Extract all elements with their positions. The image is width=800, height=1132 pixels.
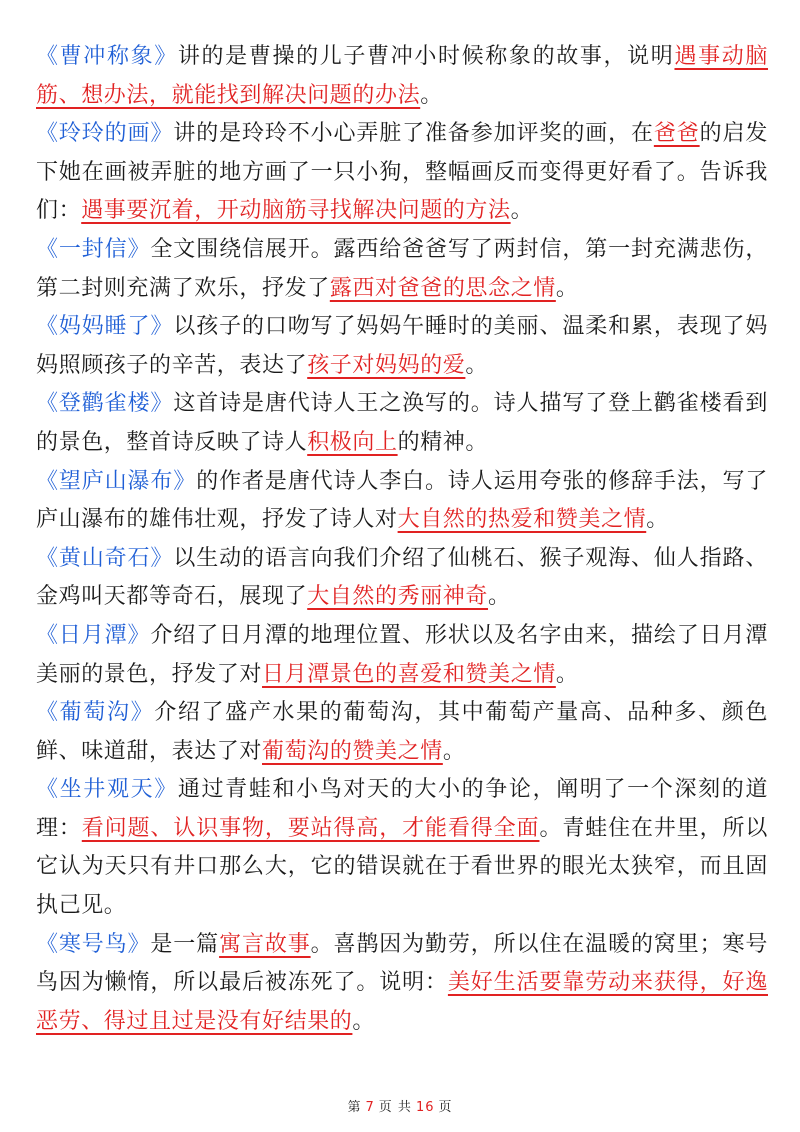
summary-paragraph: [36, 463, 768, 540]
key-point-highlight: 寓言故事: [219, 931, 311, 957]
key-point-highlight: 日月潭景色的喜爱和赞美之情: [262, 661, 556, 687]
summary-paragraph: [36, 231, 768, 308]
summary-paragraph: [36, 115, 768, 231]
body-text: 。: [555, 661, 579, 687]
footer-current-page: 7: [365, 1100, 375, 1115]
summary-paragraph: [36, 38, 768, 115]
body-text: 全文围绕信展开。露西给爸爸写了两封信，第一封充满悲伤，第二封则充满了欢乐，抒发了: [36, 236, 768, 301]
body-text: 这首诗是唐代诗人王之涣写的。诗人描写了登上鹳雀楼看到的景色，整首诗反映了诗人: [36, 391, 768, 455]
lesson-title: 《玲玲的画》: [36, 121, 174, 147]
key-point-highlight: 看问题、认识事物，要站得高，才能看得全面: [81, 815, 540, 841]
key-point-highlight: 葡萄沟的赞美之情: [262, 738, 443, 764]
body-text: 。: [442, 738, 466, 764]
lesson-title: 《日月潭》: [36, 622, 151, 648]
footer-suffix: 页: [438, 1100, 453, 1115]
page-footer: [0, 1096, 800, 1115]
body-text: 是一篇: [150, 931, 220, 957]
summary-paragraph: [36, 540, 768, 617]
key-point-highlight: 露西对爸爸的思念之情: [329, 275, 556, 301]
key-point-highlight: 爸爸: [653, 121, 700, 147]
body-text: 。: [465, 352, 489, 378]
body-text: 。喜鹊因为勤劳，所以住在温暖的窝里；寒号鸟因为懒惰，所以最后被冻死了。说明：: [36, 931, 768, 996]
body-text: 以生动的语言向我们介绍了仙桃石、猴子观海、仙人指路、金鸡叫天都等奇石，展现了: [36, 545, 768, 610]
body-text: 讲的是玲玲不小心弄脏了准备参加评奖的画，在: [173, 121, 654, 147]
body-text: 。: [555, 275, 579, 301]
body-text: 。青蛙住在井里，所以它认为天只有井口那么大，它的错误就在于看世界的眼光太狭窄，而且固执己见。: [36, 815, 768, 919]
body-text: 。: [510, 198, 534, 224]
body-text: 。: [488, 584, 511, 610]
key-point-highlight: 遇事要沉着，开动脑筋寻找解决问题的方法: [81, 198, 511, 224]
summary-paragraph: [36, 771, 768, 925]
lesson-title: 《一封信》: [36, 236, 151, 262]
body-text: 的启发下她在画被弄脏的地方画了一只小狗，整幅画反而变得更好看了。告诉我们：: [36, 121, 769, 224]
lesson-title: 《寒号鸟》: [36, 931, 151, 957]
summary-paragraph: [36, 308, 768, 385]
body-text: 以孩子的口吻写了妈妈午睡时的美丽、温柔和累，表现了妈妈照顾孩子的辛苦，表达了: [36, 314, 768, 378]
summary-paragraph: [36, 385, 768, 462]
lesson-title: 《望庐山瀑布》: [36, 468, 197, 494]
footer-prefix: 第: [347, 1100, 362, 1115]
body-text: 。: [420, 82, 443, 108]
key-point-highlight: 遇事动脑筋、想办法，就能找到解决问题的办法: [36, 44, 769, 108]
lesson-title: 《黄山奇石》: [36, 545, 174, 571]
key-point-highlight: 积极向上: [307, 429, 398, 455]
body-text: 。: [646, 507, 669, 533]
summary-paragraph: [36, 694, 768, 771]
body-text: 的精神。: [397, 429, 489, 455]
footer-total-pages: 16: [415, 1100, 435, 1115]
lesson-title: 《葡萄沟》: [36, 700, 155, 726]
summary-paragraph: [36, 926, 768, 1042]
body-text: 。: [352, 1008, 376, 1034]
footer-middle: 页 共: [378, 1100, 412, 1115]
body-text: 的作者是唐代诗人李白。诗人运用夸张的修辞手法，写了庐山瀑布的雄伟壮观，抒发了诗人对: [36, 468, 768, 533]
lesson-title: 《登鹳雀楼》: [36, 391, 174, 417]
summary-paragraph: [36, 617, 768, 694]
document-body: [36, 38, 768, 1041]
body-text: 讲的是曹操的儿子曹冲小时候称象的故事，说明: [177, 44, 675, 69]
lesson-title: 《妈妈睡了》: [36, 314, 174, 340]
body-text: 介绍了盛产水果的葡萄沟，其中葡萄产量高、品种多、颜色鲜、味道甜，表达了对: [36, 700, 768, 764]
body-text: 介绍了日月潭的地理位置、形状以及名字由来，描绘了日月潭美丽的景色，抒发了对: [36, 622, 768, 687]
body-text: 通过青蛙和小鸟对天的大小的争论，阐明了一个深刻的道理：: [36, 777, 768, 841]
key-point-highlight: 美好生活要靠劳动来获得，好逸恶劳、得过且过是没有好结果的: [36, 970, 768, 1034]
key-point-highlight: 孩子对妈妈的爱: [307, 352, 466, 378]
key-point-highlight: 大自然的热爱和赞美之情: [397, 507, 647, 533]
key-point-highlight: 大自然的秀丽神奇: [307, 584, 489, 610]
lesson-title: 《坐井观天》: [36, 777, 178, 803]
lesson-title: 《曹冲称象》: [36, 44, 178, 69]
